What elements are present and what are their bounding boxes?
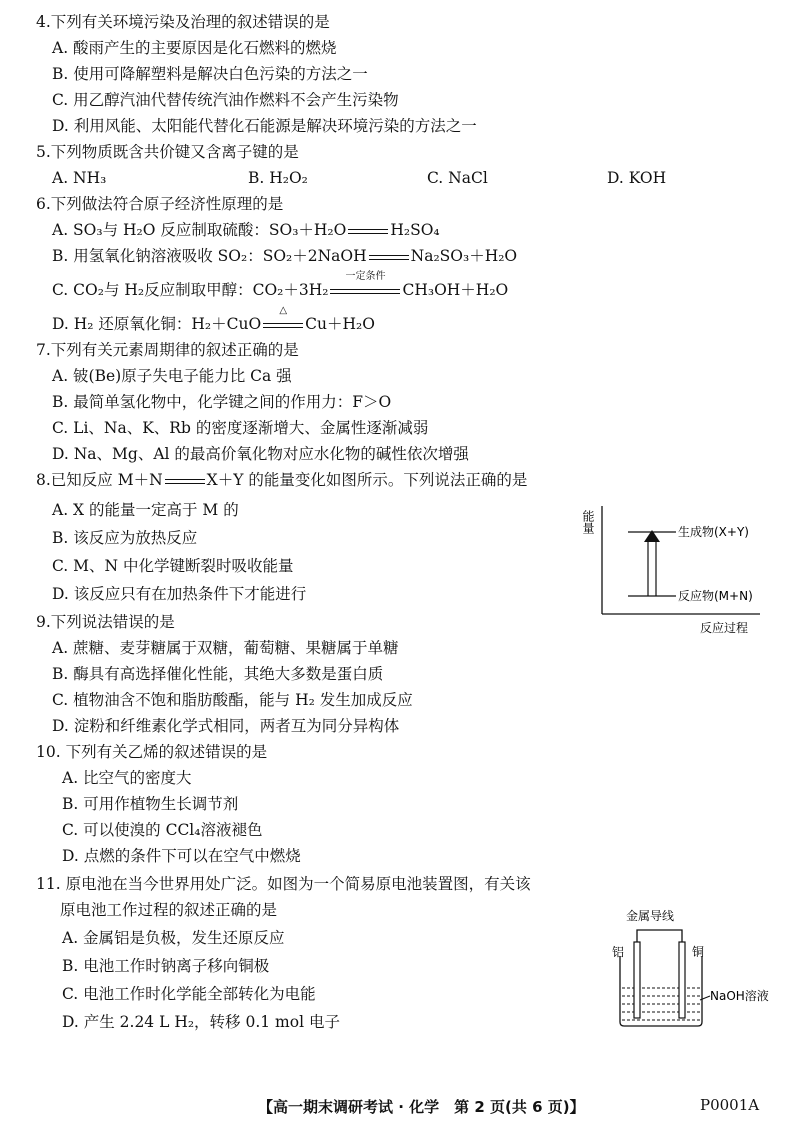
- x-axis-label: 反应过程: [700, 621, 749, 635]
- q6-option-a: A. SO₃与 H₂O 反应制取硫酸：SO₃＋H₂O H₂SO₄: [52, 221, 440, 239]
- q4-option-b: B. 使用可降解塑料是解决白色污染的方法之一: [52, 65, 368, 83]
- energy-diagram: [581, 496, 768, 636]
- q10-option-b: B. 可用作植物生长调节剂: [62, 795, 239, 813]
- wire-label: 金属导线: [626, 909, 675, 923]
- q7-option-b: B. 最简单氢化物中，化学键之间的作用力：F＞O: [52, 393, 392, 411]
- q11-option-a: A. 金属铝是负极，发生还原反应: [62, 929, 285, 947]
- copper-label: 铜: [692, 945, 705, 959]
- equals-sign: [348, 224, 388, 238]
- q7-option-d: D. Na、Mg、Al 的最高价氧化物对应水化物的碱性依次增强: [52, 445, 469, 463]
- equals-sign: [165, 474, 205, 488]
- q5-option-d: D. KOH: [607, 169, 667, 187]
- question-11-stem-line2: 原电池工作过程的叙述正确的是: [60, 901, 278, 919]
- question-6-stem: 6.下列做法符合原子经济性原理的是: [36, 195, 284, 213]
- equals-sign-with-heat: △: [263, 318, 303, 332]
- q10-option-d: D. 点燃的条件下可以在空气中燃烧: [62, 847, 301, 865]
- reactant-label: 反应物(M+N): [678, 589, 753, 603]
- q5-option-b: B. H₂O₂: [248, 169, 308, 187]
- q7-option-a: A. 铍(Be)原子失电子能力比 Ca 强: [52, 367, 292, 385]
- q9-option-b: B. 酶具有高选择催化性能，其绝大多数是蛋白质: [52, 665, 384, 683]
- q8-option-a: A. X 的能量一定高于 M 的: [52, 501, 239, 519]
- q8-option-d: D. 该反应只有在加热条件下才能进行: [52, 585, 307, 603]
- q5-option-a: A. NH₃: [52, 169, 107, 187]
- q6-option-b: B. 用氢氧化钠溶液吸收 SO₂：SO₂＋2NaOH Na₂SO₃＋H₂O: [52, 247, 518, 265]
- q4-option-a: A. 酸雨产生的主要原因是化石燃料的燃烧: [52, 39, 337, 57]
- metal-wire: [637, 930, 682, 942]
- equals-sign: [369, 250, 409, 264]
- y-axis-label: 能量: [581, 510, 595, 534]
- q10-option-a: A. 比空气的密度大: [62, 769, 192, 787]
- q6-option-c: C. CO₂与 H₂反应制取甲醇：CO₂＋3H₂ 一定条件 CH₃OH＋H₂O: [52, 271, 509, 299]
- q8-option-b: B. 该反应为放热反应: [52, 529, 198, 547]
- q4-option-d: D. 利用风能、太阳能代替化石能源是解决环境污染的方法之一: [52, 117, 477, 135]
- q10-option-c: C. 可以使溴的 CCl₄溶液褪色: [62, 821, 263, 839]
- q7-option-c: C. Li、Na、K、Rb 的密度逐渐增大、金属性逐渐减弱: [52, 419, 429, 437]
- question-7-stem: 7.下列有关元素周期律的叙述正确的是: [36, 341, 299, 359]
- question-4-stem: 4.下列有关环境污染及治理的叙述错误的是: [36, 13, 330, 31]
- q11-option-c: C. 电池工作时化学能全部转化为电能: [62, 985, 316, 1003]
- q8-option-c: C. M、N 中化学键断裂时吸收能量: [52, 557, 294, 575]
- q4-option-c: C. 用乙醇汽油代替传统汽油作燃料不会产生污染物: [52, 91, 399, 109]
- footer-title: 【高一期末调研考试 · 化学 第 2 页(共 6 页)】: [258, 1098, 585, 1116]
- aluminum-electrode: [634, 942, 640, 1018]
- q9-option-a: A. 蔗糖、麦芽糖属于双糖，葡萄糖、果糖属于单糖: [52, 639, 399, 657]
- solution-label: NaOH溶液: [710, 989, 769, 1003]
- question-11-stem-line1: 11. 原电池在当今世界用处广泛。如图为一个简易原电池装置图，有关该: [36, 875, 531, 893]
- copper-electrode: [679, 942, 685, 1018]
- q9-option-d: D. 淀粉和纤维素化学式相同，两者互为同分异构体: [52, 717, 400, 735]
- product-label: 生成物(X+Y): [678, 525, 749, 539]
- equals-sign-with-condition: 一定条件: [330, 284, 400, 298]
- question-9-stem: 9.下列说法错误的是: [36, 613, 175, 631]
- q9-option-c: C. 植物油含不饱和脂肪酸酯，能与 H₂ 发生加成反应: [52, 691, 413, 709]
- aluminum-label: 铝: [612, 945, 625, 959]
- question-10-stem: 10. 下列有关乙烯的叙述错误的是: [36, 743, 268, 761]
- q11-option-d: D. 产生 2.24 L H₂，转移 0.1 mol 电子: [62, 1013, 340, 1031]
- q5-option-c: C. NaCl: [427, 169, 488, 187]
- q6-option-d: D. H₂ 还原氧化铜：H₂＋CuO △ Cu＋H₂O: [52, 305, 375, 333]
- paper-code: P0001A: [700, 1096, 760, 1114]
- galvanic-cell-diagram: [592, 904, 772, 1034]
- question-8-stem: 8.已知反应 M＋N X＋Y 的能量变化如图所示。下列说法正确的是: [36, 471, 528, 489]
- q11-option-b: B. 电池工作时钠离子移向铜极: [62, 957, 270, 975]
- question-5-stem: 5.下列物质既含共价键又含离子键的是: [36, 143, 299, 161]
